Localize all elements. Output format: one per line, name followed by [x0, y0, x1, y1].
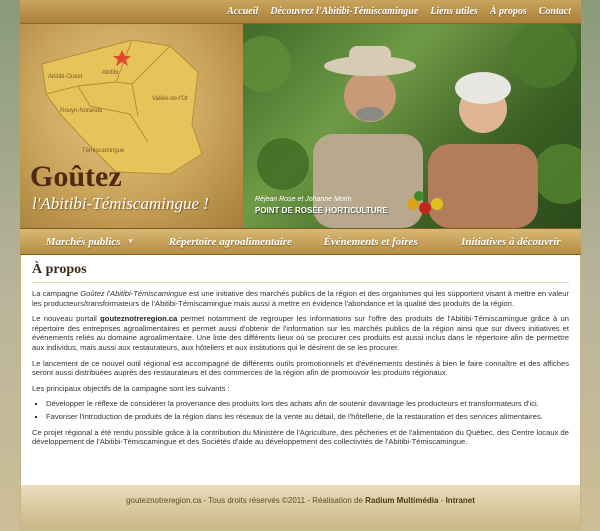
text-run: La campagne [32, 289, 81, 298]
mainnav-label: Répertoire agroalimentaire [168, 235, 292, 248]
footer [20, 485, 581, 530]
list-item: ▪ Favoriser l'introduction de produits de la région dans les réseaux de la vente au détail, de l'hôtellerie, de la restauration et des services alimentaires. [46, 412, 569, 422]
caret-down-icon: ▼ [126, 237, 135, 246]
mainnav-marches-publics[interactable] [20, 236, 160, 248]
paragraph-funding: Ce projet régional a été rendu possible grâce à la contribution du Ministère de l'Agriculture, des pêcheries et de l'alimentation du Québec, des Centre locaux de développement de l'Abitibi-Témiscamingue et des Sociétés d'aide au développement des collectivités de l'Abitibi-Témiscamingue. [32, 427, 569, 447]
mainnav-initiatives[interactable] [441, 236, 581, 248]
footer-agency-link[interactable]: Radium Multimédia [365, 496, 439, 505]
mainnav-label: Marchés publics [45, 235, 121, 248]
top-nav [20, 0, 581, 24]
map-label: Abitibi [102, 70, 119, 76]
mainnav-repertoire[interactable] [160, 236, 300, 248]
page-title: À propos [32, 262, 569, 283]
paragraph-launch: Le lancement de ce nouvel outil régional est accompagné de différents outils promotionnels et d'événements destinés à bien le faire connaître et des affiches seront aussi distribuées auprès des restaurateurs et des commerces de la région afin de promouvoir les produits régionaux. [32, 358, 569, 378]
objectives-list [46, 399, 569, 421]
topnav-contact[interactable]: Contact [538, 6, 571, 17]
footer-separator: - [438, 496, 446, 505]
map-label: Abitibi-Ouest [48, 74, 83, 80]
map-label: Rouyn-Noranda [60, 108, 103, 114]
list-item: ▪ Développer le réflexe de considérer la provenance des produits lors des achats afin de soutenir davantage les producteurs et transformateurs d'ici. [46, 399, 569, 409]
page-frame [20, 0, 581, 531]
campaign-name: Goûtez l'Abitibi-Témiscamingue [80, 289, 187, 298]
text-run: permet notamment de regrouper les informations sur l'offre des produits de l'Abitibi-Témiscamingue grâce à un répertoire des entreprises agroalimentaires et permet aussi d'obtenir de l'information sur les marchés publics de la région ainsi que sur divers initiatives et événements reliés au domaine agroalimentaire. Une liste des différents lieux où se procurer ces produits est aussi inclus dans le répertoire afin de permettre aux individus, mais aussi aux restaurateurs, aux hôteliers et aux institutions qui le désirent de se les procurer. [32, 314, 569, 352]
map-label: Témiscamingue [82, 148, 125, 154]
topnav-decouvrez[interactable]: Découvrez l'Abitibi-Témiscamingue [270, 6, 419, 17]
mainnav-evenements[interactable] [301, 236, 441, 248]
photo-caption-farm: POINT DE ROSÉE HORTICULTURE [255, 206, 388, 215]
logo-area[interactable] [20, 24, 243, 228]
portal-name: gouteznotreregion.ca [100, 314, 178, 324]
paragraph-intro [32, 289, 569, 308]
main-content [20, 255, 581, 485]
banner-photo [243, 24, 581, 228]
footer-text: gouteznotreregion.ca - Tous droits réservés ©2011 - Réalisation de [126, 496, 366, 505]
map-label: Vallée-de-l'Or [152, 96, 189, 102]
mainnav-label: Événements et foires [323, 235, 418, 248]
paragraph-objectives: Les principaux objectifs de la campagne sont les suivants : [32, 383, 230, 393]
main-nav [20, 228, 581, 255]
text-run: est une initiative des marchés publics de la région et des organismes qui les supportent visant à mettre en valeur les producteurs/transformateurs de l'Abitibi-Témiscamingue mais aussi à mettre en évidence l'abondance et la qualité des produits de la région. [32, 289, 569, 308]
photo-caption-names: Réjean Rose et Johanne Morin [255, 196, 352, 203]
paragraph-portal [32, 314, 569, 352]
logo-title: Goûtez [30, 160, 122, 193]
topnav-liens-utiles[interactable]: Liens utiles [430, 6, 478, 17]
topnav-accueil[interactable]: Accueil [227, 6, 259, 17]
mainnav-label: Initiatives à découvrir [461, 235, 561, 248]
topnav-a-propos[interactable]: À propos [489, 6, 527, 17]
footer-intranet-link[interactable]: Intranet [445, 496, 475, 505]
text-run: Le nouveau portail [32, 314, 101, 324]
logo-subtitle: l'Abitibi-Témiscamingue ! [32, 194, 209, 213]
banner [20, 24, 581, 228]
